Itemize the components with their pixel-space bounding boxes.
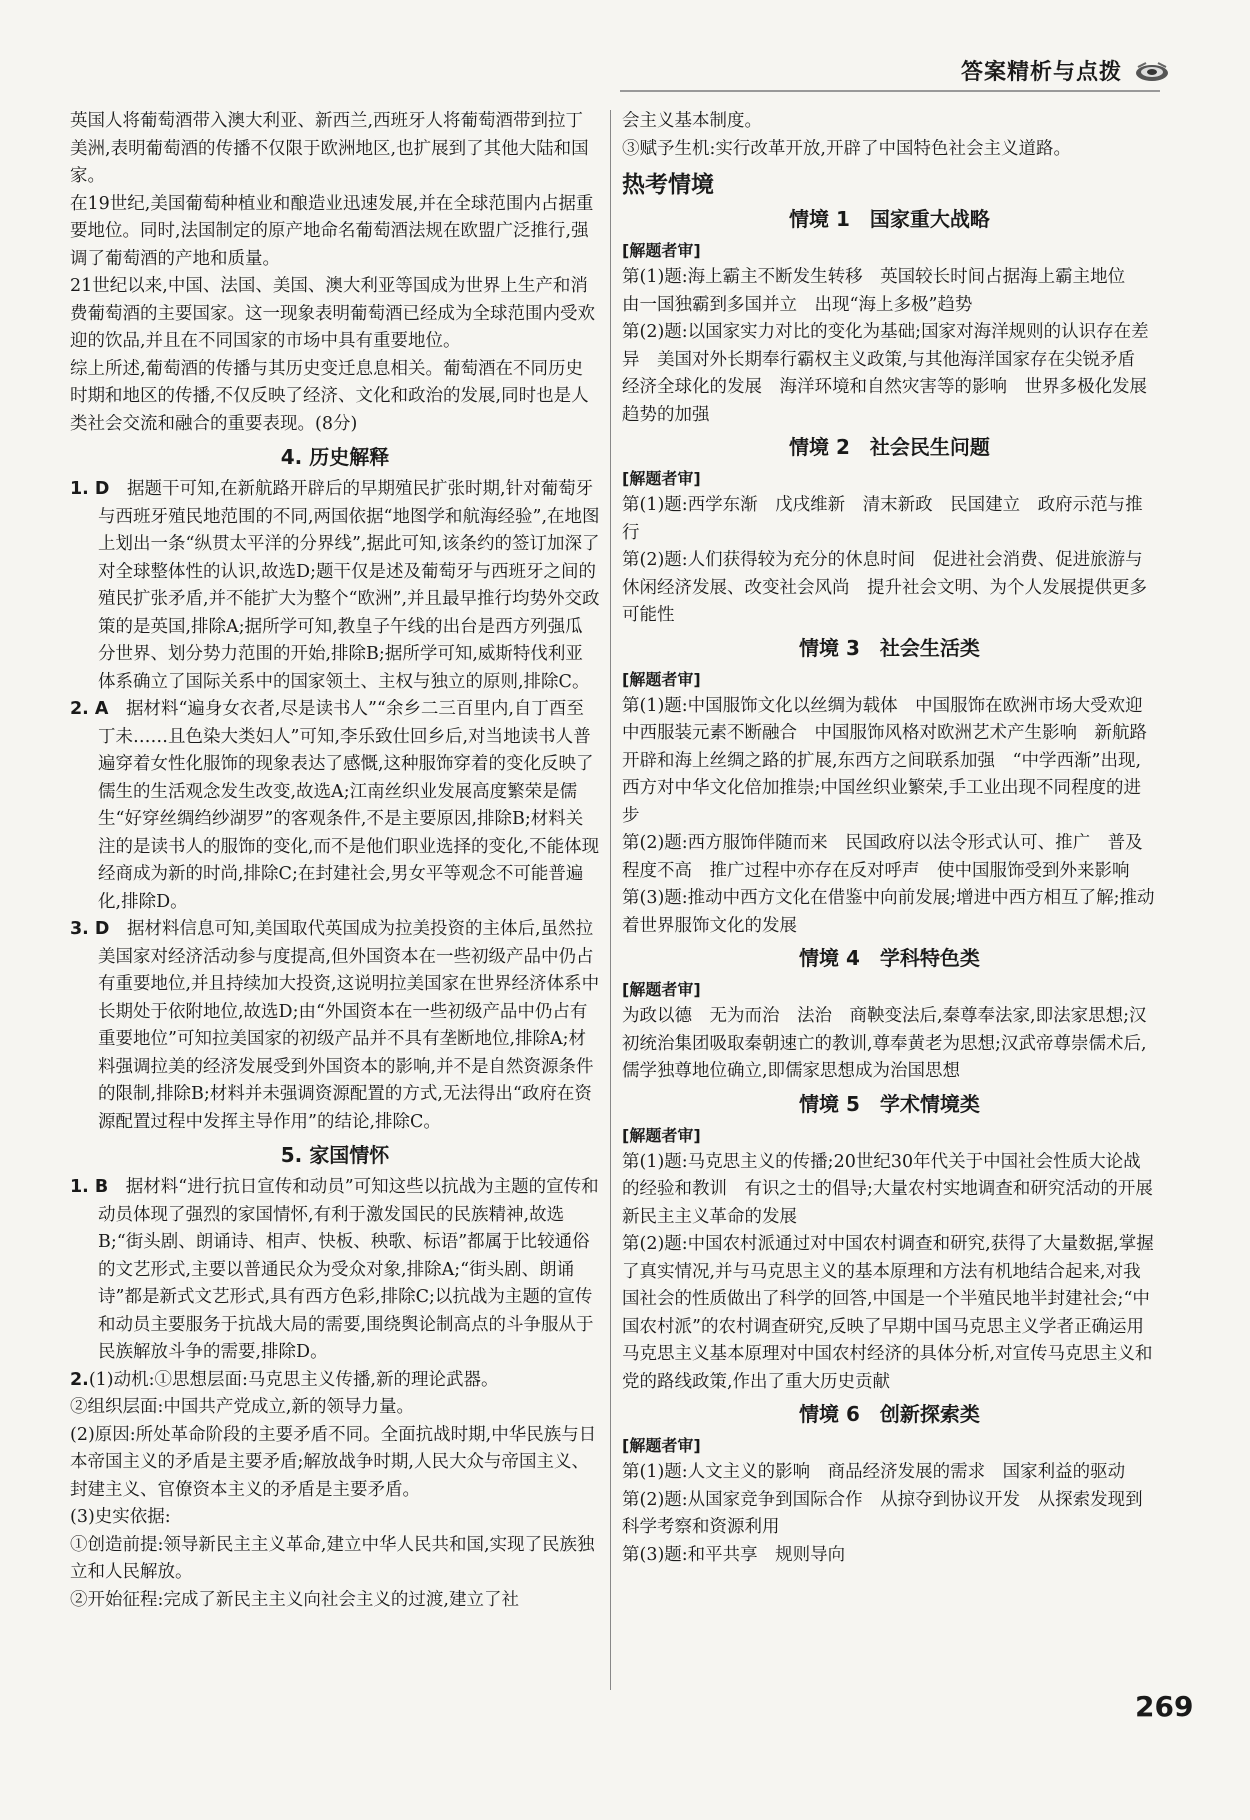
situation-answer: 为政以德 无为而治 法治 商鞅变法后,秦尊奉法家,即法家思想;汉初统治集团吸取秦朝速亡的教训,尊奉黄老为思想;汉武帝尊崇儒术后,儒学独尊地位确立,即儒家思想成为治国思想 bbox=[622, 1006, 1147, 1081]
review-tag: [解题者审] bbox=[622, 1436, 701, 1455]
book-emblem-icon bbox=[1134, 59, 1170, 83]
answer-line: ②开始征程:完成了新民主主义向社会主义的过渡,建立了社 bbox=[70, 1589, 519, 1610]
intro-para: 21世纪以来,中国、法国、美国、澳大利亚等国成为世界上生产和消费葡萄酒的主要国家。这一现象表明葡萄酒已经成为全球范围内受欢迎的饮品,并且在不同国家的市场中具有重要地位。 bbox=[70, 276, 595, 351]
right-column bbox=[622, 108, 1171, 1569]
answer-text: 据材料“进行抗日宣传和动员”可知这些以抗战为主题的宣传和动员体现了强烈的家国情怀,有利于激发国民的民族精神,故选B;“街头剧、朗诵诗、相声、快板、秧歌、标语”都属于比较通俗的文艺形式,主要以普通民众为受众对象,排除A;“街头剧、朗诵诗”都是新式文艺形式,具有西方色彩,排除C;以抗战为主题的宣传和动员主要服务于抗战大局的需要,围绕舆论制高点的斗争服从于民族解放斗争的需要,排除D。 bbox=[98, 1177, 599, 1362]
page-header bbox=[930, 55, 1170, 95]
answer-number: 1. D bbox=[70, 479, 110, 499]
review-tag: [解题者审] bbox=[622, 469, 701, 488]
situation-answer: 第(2)题:中国农村派通过对中国农村调查和研究,获得了大量数据,掌握了真实情况,并与马克思主义的基本原理和方法有机地结合起来,对我国社会的性质做出了科学的回答,中国是一个半殖民地半封建社会;“中国农村派”的农村调查研究,反映了早期中国马克思主义学者正确运用马克思主义基本原理对中国农村经济的具体分析,对宣传马克思主义和党的路线政策,作出了重大历史贡献 bbox=[622, 1234, 1154, 1392]
continued-line: 会主义基本制度。 bbox=[622, 111, 762, 131]
answer-line: (2)原因:所处革命阶段的主要矛盾不同。全面抗战时期,中华民族与日本帝国主义的矛盾是主要矛盾;解放战争时期,人民大众与帝国主义、封建主义、官僚资本主义的矛盾是主要矛盾。 bbox=[70, 1424, 597, 1500]
situation-answer: 第(1)题:中国服饰文化以丝绸为载体 中国服饰在欧洲市场大受欢迎 中西服装元素不断融合 中国服饰风格对欧洲艺术产生影响 新航路开辟和海上丝绸之路的扩展,东西方之间联系加强 “中学西渐”出现,西方对中华文化倍加推崇;中国丝织业繁荣,手工业出现不同程度的进步 bbox=[622, 695, 1161, 826]
review-tag: [解题者审] bbox=[622, 241, 701, 260]
answer-text: 据题干可知,在新航路开辟后的早期殖民扩张时期,针对葡萄牙与西班牙殖民地范围的不同,两国依据“地图学和航海经验”,在地图上划出一条“纵贯太平洋的分界线”,据此可知,该条约的签订加深了对全球整体性的认识,故选D;题干仅是述及葡萄牙与西班牙之间的殖民扩张矛盾,并不能扩大为整个“欧洲”,并且最早推行均势外交政策的是英国,排除A;据所学可知,教皇子午线的出台是西方列强瓜分世界、划分势力范围的开始,排除B;据所学可知,威斯特伐利亚体系确立了国际关系中的国家领土、主权与独立的原则,排除C。 bbox=[98, 479, 600, 692]
answer-line: ②组织层面:中国共产党成立,新的领导力量。 bbox=[70, 1397, 414, 1417]
answer-number: 2. bbox=[70, 1369, 89, 1390]
situation-answer: 第(3)题:和平共享 规则导向 bbox=[622, 1544, 846, 1565]
situation-answer: 第(2)题:从国家竞争到国际合作 从掠夺到协议开发 从探索发现到科学考察和资源利用 bbox=[622, 1489, 1143, 1537]
continued-line: ③赋予生机:实行改革开放,开辟了中国特色社会主义道路。 bbox=[622, 138, 1071, 159]
situation-answer: 第(3)题:推动中西方文化在借鉴中向前发展;增进中西方相互了解;推动着世界服饰文化的发展 bbox=[622, 888, 1155, 936]
header-rule bbox=[620, 90, 1160, 92]
situation-2-title: 情境 2 社会民生问题 bbox=[789, 435, 990, 459]
answer-number: 2. A bbox=[70, 699, 109, 719]
situation-6-title: 情境 6 创新探索类 bbox=[799, 1402, 980, 1426]
review-tag: [解题者审] bbox=[622, 669, 701, 689]
answer-item bbox=[70, 696, 600, 916]
situation-answer: 第(1)题:马克思主义的传播;20世纪30年代关于中国社会性质大论战的经验和教训 有识之士的倡导;大量农村实地调查和研究活动的开展 新民主主义革命的发展 bbox=[622, 1151, 1171, 1227]
intro-para: 在19世纪,美国葡萄种植业和酿造业迅速发展,并在全球范围内占据重要地位。同时,法国制定的原产地命名葡萄酒法规在欧盟广泛推行,强调了葡萄酒的产地和质量。 bbox=[70, 193, 594, 269]
answer-item bbox=[70, 1174, 600, 1367]
intro-para: 英国人将葡萄酒带入澳大利亚、新西兰,西班牙人将葡萄酒带到拉丁美洲,表明葡萄酒的传播不仅限于欧洲地区,也扩展到了其他大陆和国家。 bbox=[70, 111, 589, 186]
review-tag: [解题者审] bbox=[622, 980, 701, 999]
answer-item bbox=[70, 916, 600, 1136]
column-divider bbox=[610, 110, 611, 1690]
header-title: 答案精析与点拨 bbox=[960, 60, 1122, 85]
answer-number: 3. D bbox=[70, 919, 110, 939]
hot-topics-title: 热考情境 bbox=[622, 172, 714, 198]
situation-answer: 第(2)题:以国家实力对比的变化为基础;国家对海洋规则的认识存在差异 美国对外长期奉行霸权主义政策,与其他海洋国家存在尖锐矛盾 经济全球化的发展 海洋环境和自然灾害等的影响 世界多极化发展趋势的加强 bbox=[622, 322, 1153, 425]
situation-answer: 第(1)题:海上霸主不断发生转移 英国较长时间占据海上霸主地位 由一国独霸到多国并立 出现“海上多极”趋势 bbox=[622, 267, 1143, 315]
section-title-history-explanation: 4. 历史解释 bbox=[280, 445, 390, 469]
answer-line: (3)史实依据: bbox=[70, 1507, 171, 1527]
review-tag: [解题者审] bbox=[622, 1125, 701, 1145]
answer-item bbox=[70, 1367, 600, 1395]
answer-text: 据材料“遍身女衣者,尽是读书人”“余乡二三百里内,自丁酉至丁未……且色染大类妇人”可知,李乐致仕回乡后,对当地读书人普遍穿着女性化服饰的现象表达了感慨,这种服饰穿着的变化反映了儒生的生活观念发生改变,故选A;江南丝织业发展高度繁荣是儒生“好穿丝绸绉纱湖罗”的客观条件,不是主要原因,排除B;材料关注的是读书人的服饰的变化,而不是他们职业选择的变化,不能体现经商成为新的时尚,排除C;在封建社会,男女平等观念不可能普遍化,排除D。 bbox=[98, 699, 600, 912]
answer-text: (1)动机:①思想层面:马克思主义传播,新的理论武器。 bbox=[88, 1369, 499, 1390]
situation-answer: 第(2)题:西方服饰伴随而来 民国政府以法令形式认可、推广 普及程度不高 推广过程中亦存在反对呼声 使中国服饰受到外来影响 bbox=[622, 833, 1143, 881]
situation-3-title: 情境 3 社会生活类 bbox=[799, 635, 980, 660]
situation-answer: 第(2)题:人们获得较为充分的休息时间 促进社会消费、促进旅游与休闲经济发展、改变社会风尚 提升社会文明、为个人发展提供更多可能性 bbox=[622, 550, 1147, 625]
answer-number: 1. B bbox=[70, 1177, 109, 1197]
situation-1-title: 情境 1 国家重大战略 bbox=[789, 207, 990, 231]
intro-para: 综上所述,葡萄酒的传播与其历史变迁息息相关。葡萄酒在不同历史时期和地区的传播,不仅反映了经济、文化和政治的发展,同时也是人类社会交流和融合的重要表现。(8分) bbox=[70, 358, 589, 434]
situation-4-title: 情境 4 学科特色类 bbox=[799, 946, 980, 970]
situation-5-title: 情境 5 学术情境类 bbox=[799, 1091, 980, 1116]
situation-answer: 第(1)题:人文主义的影响 商品经济发展的需求 国家利益的驱动 bbox=[622, 1462, 1126, 1482]
answer-text: 据材料信息可知,美国取代英国成为拉美投资的主体后,虽然拉美国家对经济活动参与度提高,但外国资本在一些初级产品中仍占有重要地位,并且持续加大投资,这说明拉美国家在世界经济体系中长期处于依附地位,故选D;由“外国资本在一些初级产品中仍占有重要地位”可知拉美国家的初级产品并不具有垄断地位,排除A;材料强调拉美的经济发展受到外国资本的影响,并不是自然资源条件的限制,排除B;材料并未强调资源配置的方式,无法得出“政府在资源配置过程中发挥主导作用”的结论,排除C。 bbox=[98, 919, 600, 1132]
page-number: 269 bbox=[1135, 1690, 1194, 1723]
section-title-patriotism: 5. 家国情怀 bbox=[280, 1143, 390, 1167]
situation-answer: 第(1)题:西学东渐 戊戌维新 清末新政 民国建立 政府示范与推行 bbox=[622, 495, 1143, 543]
answer-item bbox=[70, 476, 600, 696]
left-column bbox=[70, 108, 600, 1614]
answer-line: ①创造前提:领导新民主主义革命,建立中华人民共和国,实现了民族独立和人民解放。 bbox=[70, 1534, 595, 1582]
